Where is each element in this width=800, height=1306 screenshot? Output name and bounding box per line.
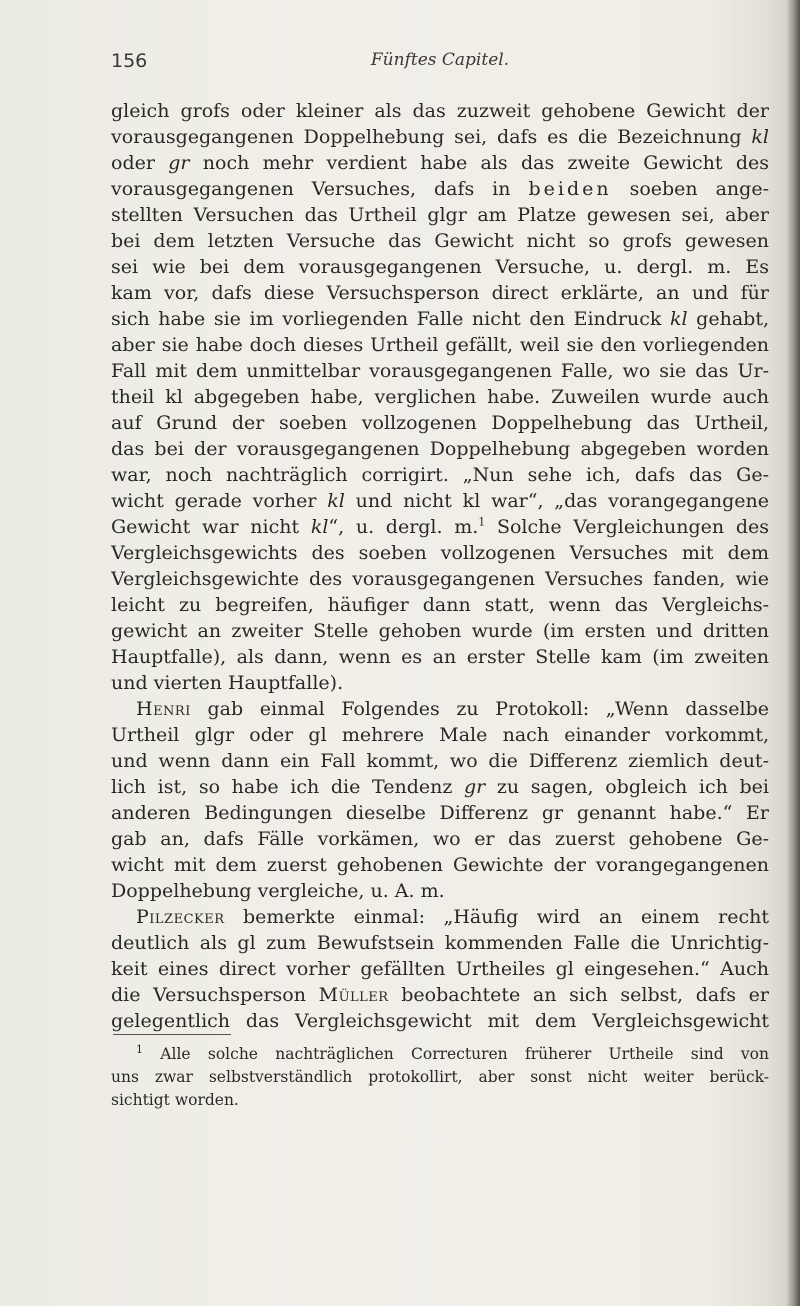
text-line: gleich grofs oder kleiner als das zuzweit gehobene Gewicht der xyxy=(111,100,769,122)
footnote-reference: 1 xyxy=(478,515,486,529)
text-line: keit eines direct vorher gefällten Urtheiles gl eingesehen.“ Auch xyxy=(111,958,769,980)
page-number: 156 xyxy=(111,50,148,72)
text-line: und wenn dann ein Fall kommt, wo die Differenz ziemlich deut- xyxy=(111,750,769,772)
text-line: vorausgegangenen Versuches, dafs in beiden soeben ange- xyxy=(111,178,769,200)
text-line: Gewicht war nicht kl“, u. dergl. m.$^1$ Solche Vergleichungen des xyxy=(111,515,769,538)
text-line: gewicht an zweiter Stelle gehoben wurde (im ersten und dritten xyxy=(111,620,769,642)
author-name: Henri xyxy=(136,698,191,720)
text-line: kam vor, dafs diese Versuchsperson direct erklärte, an und für xyxy=(111,282,769,304)
author-name: Müller xyxy=(318,984,389,1006)
text-line: Vergleichsgewichte des vorausgegangenen Versuches fanden, wie xyxy=(111,568,769,590)
text-line: gelegentlich das Vergleichsgewicht mit dem Vergleichsgewicht xyxy=(111,1010,769,1032)
text-line: bei dem letzten Versuche das Gewicht nicht so grofs gewesen xyxy=(111,230,769,252)
text-line: theil kl abgegeben habe, verglichen habe. Zuweilen wurde auch xyxy=(111,386,769,408)
text-line: lich ist, so habe ich die Tendenz gr zu sagen, obgleich ich bei xyxy=(111,776,769,798)
text-line: gab an, dafs Fälle vorkämen, wo er das zuerst gehobene Ge- xyxy=(111,828,769,850)
text-line: wicht gerade vorher kl und nicht kl war“, „das vorangegangene xyxy=(111,490,769,512)
footnote-number: 1 xyxy=(136,1043,143,1056)
text-line: Pilzecker bemerkte einmal: „Häufig wird an einem recht xyxy=(136,906,769,928)
text-line: war, noch nachträglich corrigirt. „Nun sehe ich, dafs das Ge- xyxy=(111,464,769,486)
text-line: Fall mit dem unmittelbar vorausgegangenen Falle, wo sie das Ur- xyxy=(111,360,769,382)
text-line: Hauptfalle), als dann, wenn es an erster Stelle kam (im zweiten xyxy=(111,646,769,668)
text-line: Urtheil glgr oder gl mehrere Male nach einander vorkommt, xyxy=(111,724,769,746)
text-line: stellten Versuchen das Urtheil glgr am Platze gewesen sei, aber xyxy=(111,204,769,226)
footnote xyxy=(111,1043,769,1112)
page-edge-shadow xyxy=(786,0,800,1306)
footnote-rule xyxy=(113,1034,231,1035)
text-line: Vergleichsgewichts des soeben vollzogenen Versuches mit dem xyxy=(111,542,769,564)
footnote-line: uns zwar selbstverständlich protokollirt, aber sonst nicht weiter berück- xyxy=(111,1068,769,1086)
text-line: Henri gab einmal Folgendes zu Protokoll: „Wenn dasselbe xyxy=(136,698,769,720)
text-line: sei wie bei dem vorausgegangenen Versuche, u. dergl. m. Es xyxy=(111,256,769,278)
text-line: anderen Bedingungen dieselbe Differenz gr genannt habe.“ Er xyxy=(111,802,769,824)
text-line: auf Grund der soeben vollzogenen Doppelhebung das Urtheil, xyxy=(111,412,769,434)
text-line: die Versuchsperson Müller beobachtete an sich selbst, dafs er xyxy=(111,984,769,1006)
text-line: und vierten Hauptfalle). xyxy=(111,672,344,694)
running-head: Fünftes Capitel. xyxy=(370,50,510,70)
page-header xyxy=(111,50,769,80)
text-line: deutlich als gl zum Bewufstsein kommenden Falle die Unrichtig- xyxy=(111,932,769,954)
author-name: Pilzecker xyxy=(136,906,225,928)
text-line: leicht zu begreifen, häufiger dann statt, wenn das Vergleichs- xyxy=(111,594,769,616)
footnote-line: $^1$ Alle solche nachträglichen Correcturen früherer Urtheile sind von xyxy=(136,1043,769,1063)
body-text xyxy=(111,98,769,1034)
footnote-line: sichtigt worden. xyxy=(111,1091,239,1109)
text-line: das bei der vorausgegangenen Doppelhebung abgegeben worden xyxy=(111,438,769,460)
text-line: oder gr noch mehr verdient habe als das zweite Gewicht des xyxy=(111,152,769,174)
text-line: Doppelhebung vergleiche, u. A. m. xyxy=(111,880,445,902)
text-line: aber sie habe doch dieses Urtheil gefällt, weil sie den vorliegenden xyxy=(111,334,769,356)
text-line: wicht mit dem zuerst gehobenen Gewichte der vorangegangenen xyxy=(111,854,769,876)
text-line: sich habe sie im vorliegenden Falle nicht den Eindruck kl gehabt, xyxy=(111,308,769,330)
text-line: vorausgegangenen Doppelhebung sei, dafs es die Bezeichnung kl xyxy=(111,126,769,148)
